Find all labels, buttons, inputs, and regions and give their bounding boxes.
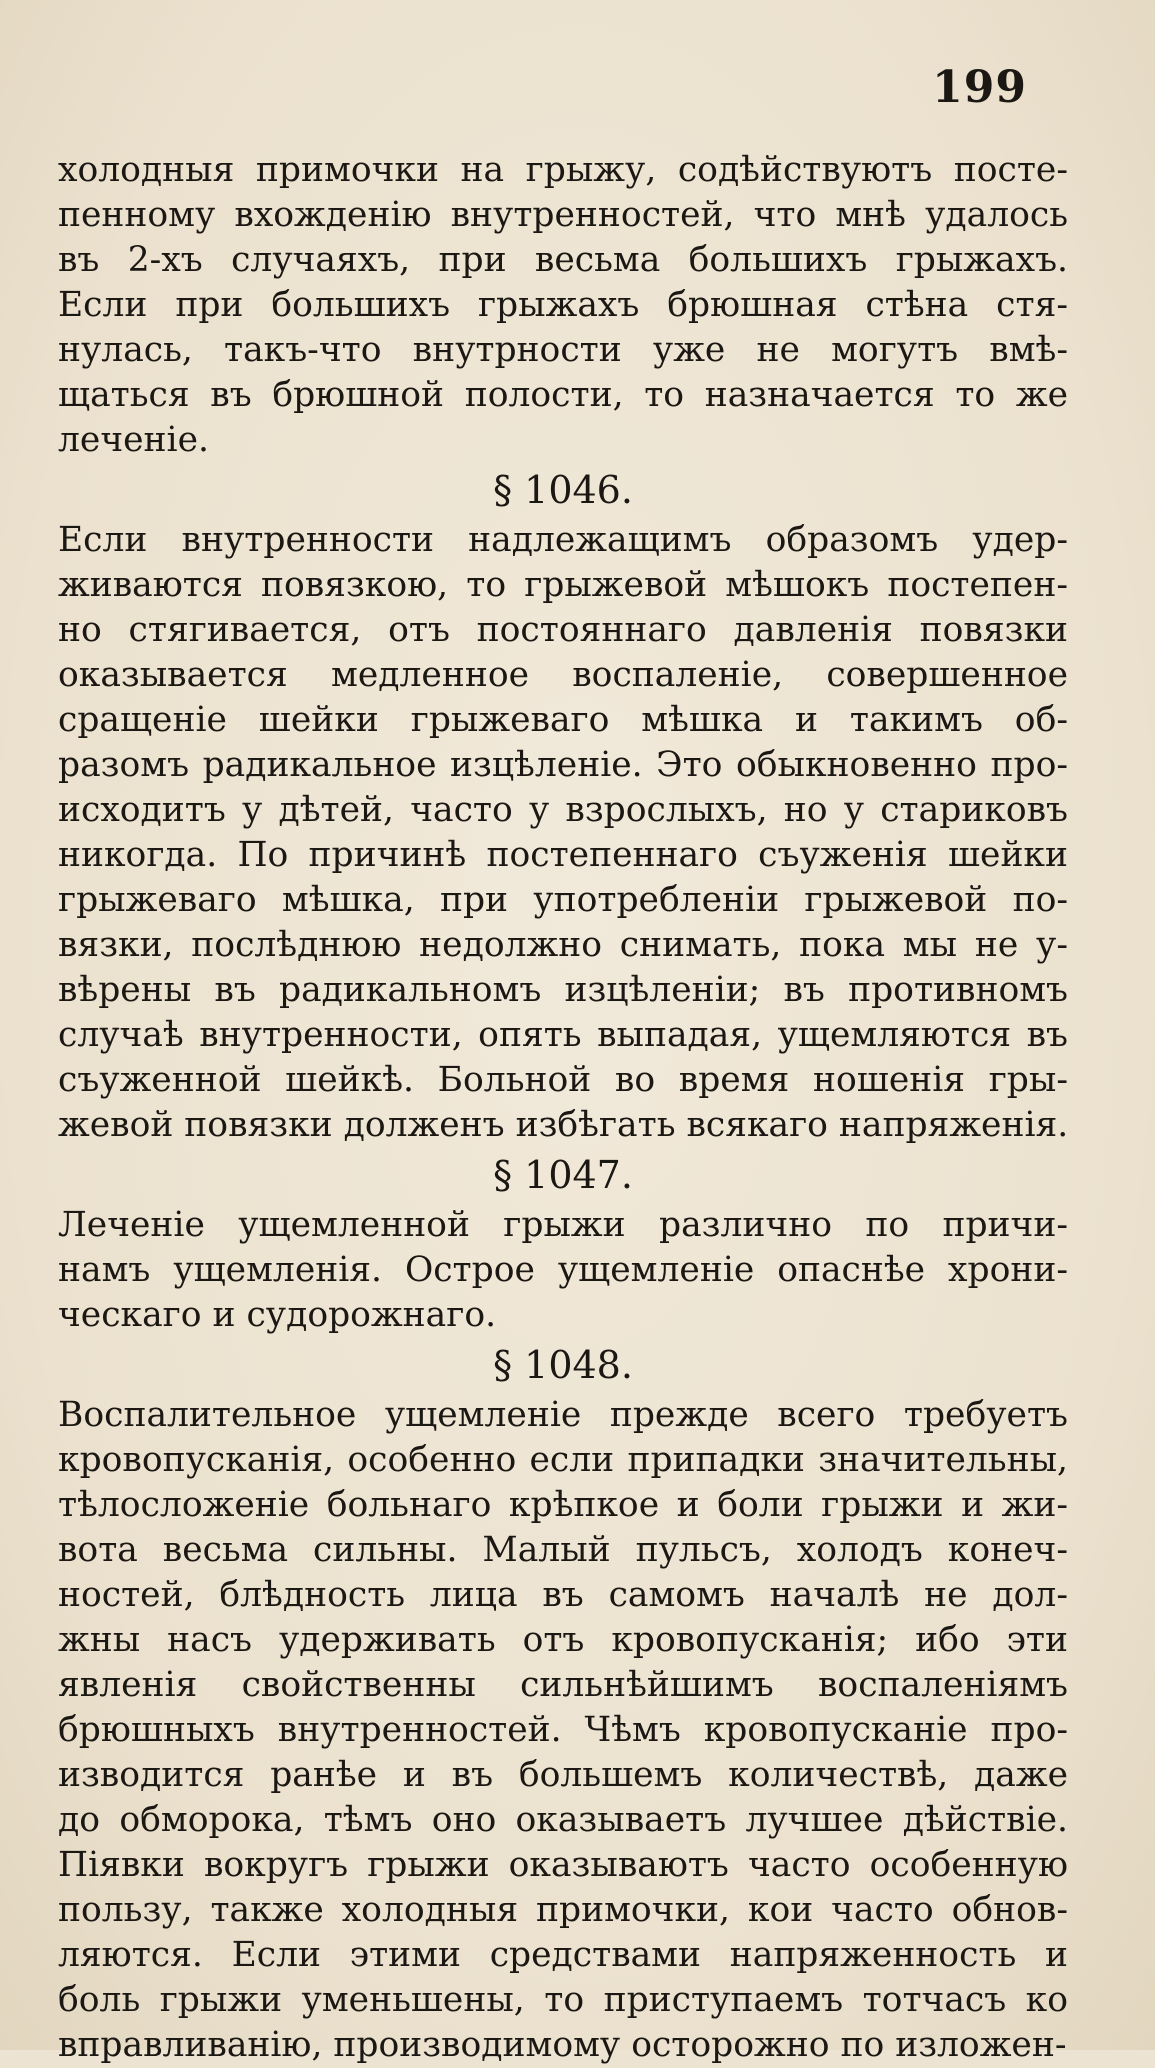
text-line: случаѣ внутренности, опять выпадая, ущемляются въ <box>58 1015 1068 1055</box>
text-line: сращеніе шейки грыжеваго мѣшка и такимъ об- <box>58 700 1068 740</box>
text-line: Воспалительное ущемленіе прежде всего требуетъ <box>58 1395 1068 1435</box>
text-line: кровопусканія, особенно если припадки значительны, <box>58 1440 1068 1480</box>
text-line: Піявки вокругъ грыжи оказываютъ часто особенную <box>58 1845 1068 1885</box>
text-line: намъ ущемленія. Острое ущемленіе опаснѣе хрони- <box>58 1250 1068 1290</box>
text-line: ческаго и судорожнаго. <box>58 1295 497 1335</box>
text-line: разомъ радикальное изцѣленіе. Это обыкновенно про- <box>58 745 1068 785</box>
text-line: щаться въ брюшной полости, то назначается то же <box>58 375 1068 415</box>
text-line: никогда. По причинѣ постепеннаго съуженія шейки <box>58 835 1068 875</box>
text-line: оказывается медленное воспаленіе, совершенное <box>58 655 1068 695</box>
section-heading: § 1047. <box>493 1153 633 1197</box>
text-line: ностей, блѣдность лица въ самомъ началѣ не дол- <box>58 1575 1068 1615</box>
text-line: но стягивается, отъ постояннаго давленія повязки <box>58 610 1068 650</box>
text-line: явленія свойственны сильнѣйшимъ воспаленіямъ <box>58 1665 1068 1705</box>
text-line: тѣлосложеніе больнаго крѣпкое и боли грыжи и жи- <box>58 1485 1068 1525</box>
text-line: вѣрены въ радикальномъ изцѣленіи; въ противномъ <box>58 970 1068 1010</box>
text-line: изводится ранѣе и въ большемъ количествѣ, даже <box>58 1755 1068 1795</box>
text-line: холодныя примочки на грыжу, содѣйствуютъ посте- <box>58 150 1068 190</box>
text-line: ляются. Если этими средствами напряженность и <box>58 1935 1068 1975</box>
section-heading: § 1046. <box>493 468 633 512</box>
text-line: жны насъ удерживать отъ кровопусканія; ибо эти <box>58 1620 1068 1660</box>
page-text <box>58 148 1068 2068</box>
text-line: живаются повязкою, то грыжевой мѣшокъ постепен- <box>58 565 1068 605</box>
text-line: вота весьма сильны. Малый пульсъ, холодъ конеч- <box>58 1530 1068 1570</box>
text-line: Если внутренности надлежащимъ образомъ удер- <box>58 520 1068 560</box>
text-line: брюшныхъ внутренностей. Чѣмъ кровопусканіе про- <box>58 1710 1068 1750</box>
text-line: жевой повязки долженъ избѣгать всякаго напряженія. <box>58 1105 1068 1145</box>
text-line: Если при большихъ грыжахъ брюшная стѣна стя- <box>58 285 1068 325</box>
text-line: съуженной шейкѣ. Больной во время ношенія гры- <box>58 1060 1068 1100</box>
section-heading: § 1048. <box>493 1343 633 1387</box>
text-line: исходитъ у дѣтей, часто у взрослыхъ, но у стариковъ <box>58 790 1068 830</box>
text-line: боль грыжи уменьшены, то приступаемъ тотчасъ ко <box>58 1980 1068 2020</box>
text-line: вязки, послѣднюю недолжно снимать, пока мы не у- <box>58 925 1068 965</box>
text-line: Леченіе ущемленной грыжи различно по причи- <box>58 1205 1068 1245</box>
text-line: леченіе. <box>58 420 209 460</box>
text-line: вправливанію, производимому осторожно по изложен- <box>58 2025 1067 2065</box>
text-line: грыжеваго мѣшка, при употребленіи грыжевой по- <box>58 880 1068 920</box>
text-line: до обморока, тѣмъ оно оказываетъ лучшее дѣйствіе. <box>58 1800 1068 1840</box>
page-number: 199 <box>932 62 1027 113</box>
text-line: въ 2-хъ случаяхъ, при весьма большихъ грыжахъ. <box>58 240 1068 280</box>
text-line: нулась, такъ-что внутрности уже не могутъ вмѣ- <box>58 330 1068 370</box>
text-line: пользу, также холодныя примочки, кои часто обнов- <box>58 1890 1068 1930</box>
text-line: пенному вхожденію внутренностей, что мнѣ удалось <box>58 195 1068 235</box>
